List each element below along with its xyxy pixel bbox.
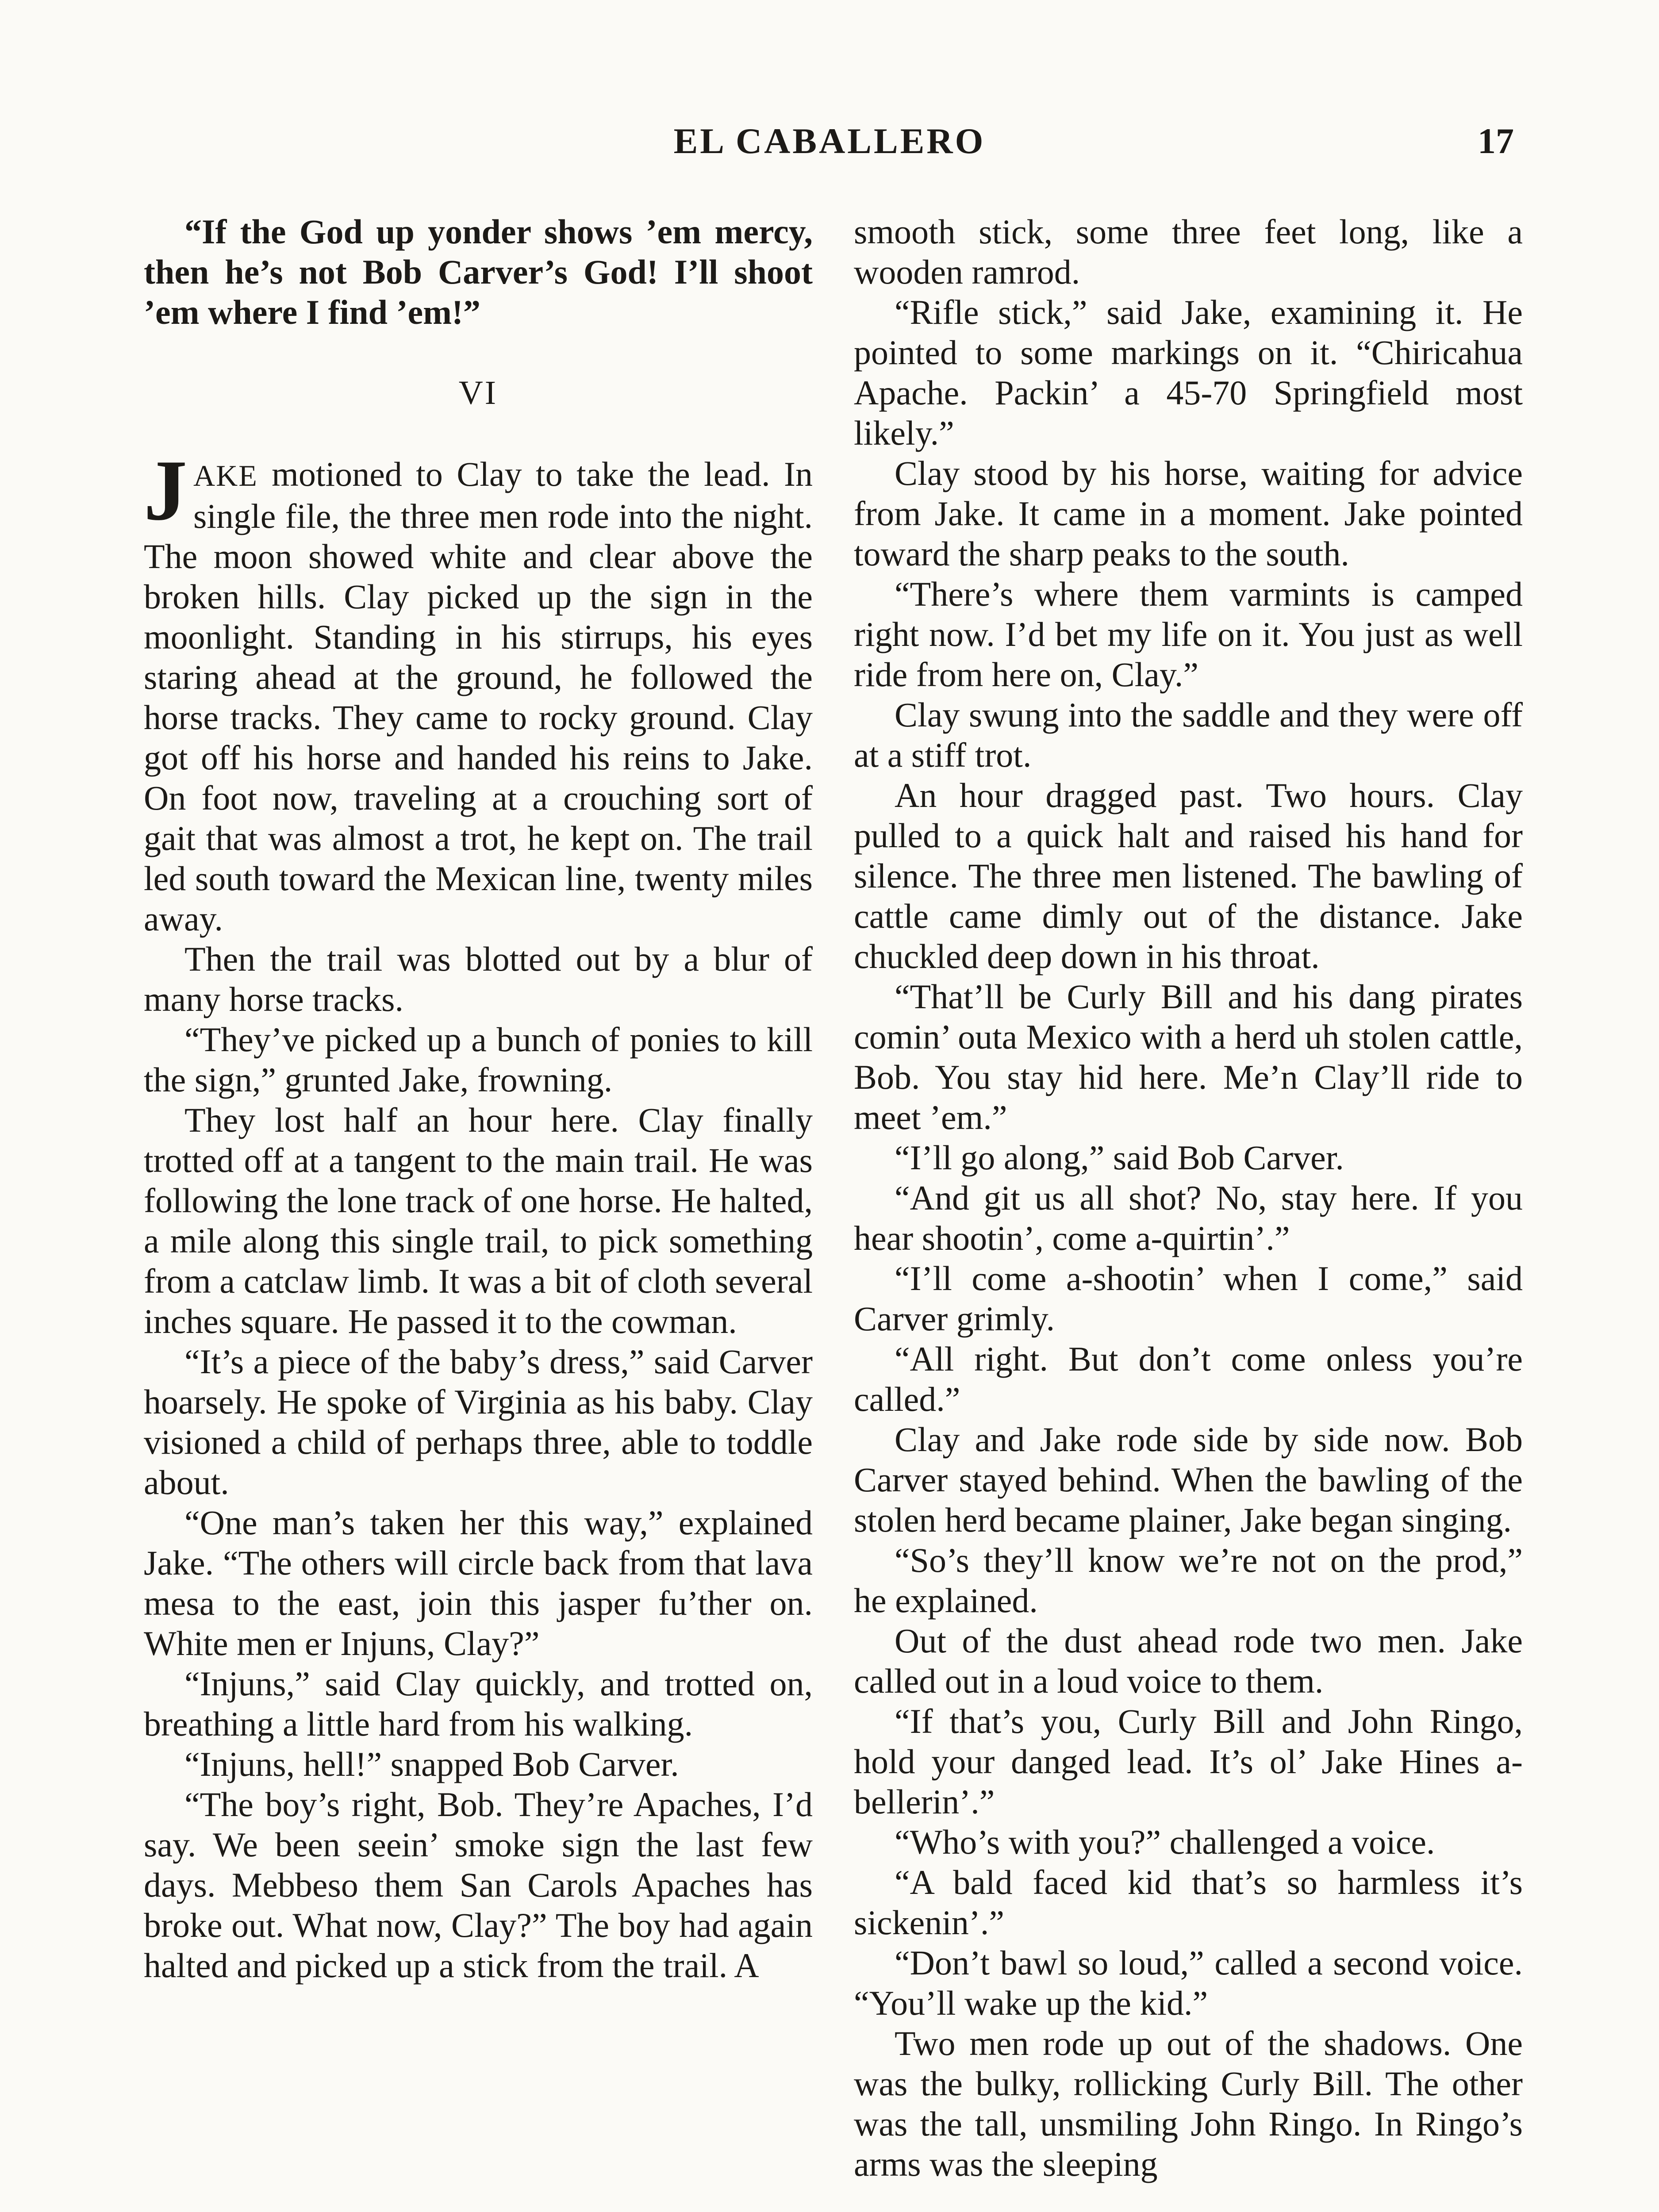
paragraph: “If that’s you, Curly Bill and John Ringo, hold your danged lead. It’s ol’ Jake Hines a-bellerin’.” — [854, 1702, 1523, 1821]
paragraph: “And git us all shot? No, stay here. If you hear shootin’, come a-quirtin’.” — [854, 1179, 1523, 1257]
paragraph: “I’ll come a-shootin’ when I come,” said Carver grimly. — [854, 1259, 1523, 1338]
paragraph: “The boy’s right, Bob. They’re Apaches, I’d say. We been seein’ smoke sign the last few days. Mebbeso them San Carols Apaches has broke out. What now, Clay?” The boy had again halted and picked up a stick from the trail. A — [144, 1785, 813, 1985]
paragraph: Two men rode up out of the shadows. One was the bulky, rollicking Curly Bill. The other was the tall, unsmiling John Ringo. In Ringo’s arms was the sleeping — [854, 2024, 1523, 2183]
dropcap-letter: J — [144, 442, 187, 538]
paragraph: An hour dragged past. Two hours. Clay pulled to a quick halt and raised his hand for silence. The three men listened. The bawling of cattle came dimly out of the distance. Jake chuckled deep down in his throat. — [854, 776, 1523, 975]
paragraph: “They’ve picked up a bunch of ponies to kill the sign,” grunted Jake, frowning. — [144, 1020, 813, 1099]
section-heading: VI — [458, 374, 498, 411]
paragraph: Clay and Jake rode side by side now. Bob Carver stayed behind. When the bawling of the stolen herd became plainer, Jake began singing. — [854, 1420, 1523, 1539]
continued-paragraph: smooth stick, some three feet long, like a wooden ramrod. — [854, 212, 1523, 291]
paragraph: “Rifle stick,” said Jake, examining it. He pointed to some markings on it. “Chiricahua Apache. Packin’ a 45-70 Springfield most likely.” — [854, 293, 1523, 452]
paragraph: “A bald faced kid that’s so harmless it’s sickenin’.” — [854, 1863, 1523, 1942]
chapter-first-paragraph — [144, 442, 813, 939]
paragraph: “So’s they’ll know we’re not on the prod,” he explained. — [854, 1541, 1523, 1620]
paragraph: “I’ll go along,” said Bob Carver. — [895, 1138, 1344, 1177]
paragraph: “That’ll be Curly Bill and his dang pirates comin’ outa Mexico with a herd uh stolen cattle, Bob. You stay hid here. Me’n Clay’ll ride to meet ’em.” — [854, 977, 1523, 1137]
paragraph: “Injuns,” said Clay quickly, and trotted on, breathing a little hard from his walking. — [144, 1664, 813, 1743]
paragraph: “One man’s taken her this way,” explained Jake. “The others will circle back from that lava mesa to the east, join this jasper fu’ther on. White men er Injuns, Clay?” — [144, 1503, 813, 1663]
paragraph: “It’s a piece of the baby’s dress,” said Carver hoarsely. He spoke of Virginia as his baby. Clay visioned a child of perhaps three, able to toddle about. — [144, 1342, 813, 1502]
paragraph: “Injuns, hell!” snapped Bob Carver. — [184, 1745, 679, 1783]
running-header-title: EL CABALLERO — [673, 121, 986, 161]
paragraph: Clay swung into the saddle and they were off at a stiff trot. — [854, 695, 1523, 774]
paragraph: “All right. But don’t come onless you’re called.” — [854, 1340, 1523, 1418]
dropcap-rest: AKE — [193, 459, 258, 492]
left-column — [144, 211, 813, 1985]
paragraph: They lost half an hour here. Clay finally trotted off at a tangent to the main trail. He was following the lone track of one horse. He halted, a mile along this single trail, to pick something from a catclaw limb. It was a bit of cloth several inches square. He passed it to the cowman. — [144, 1101, 813, 1340]
paragraph: “Who’s with you?” challenged a voice. — [895, 1823, 1435, 1861]
paragraph: Clay stood by his horse, waiting for advice from Jake. It came in a moment. Jake pointed toward the sharp peaks to the south. — [854, 454, 1523, 573]
paragraph: “There’s where them varmints is camped right now. I’d bet my life on it. You just as well ride from here on, Clay.” — [854, 575, 1523, 694]
first-paragraph-text: motioned to Clay to take the lead. In single file, the three men rode into the night. The moon showed white and clear above the broken hills. Clay picked up the sign in the moonlight. Standing in his stirrups, his eyes staring ahead at the ground, he followed the horse tracks. They came to rocky ground. Clay got off his horse and handed his reins to Jake. On foot now, traveling at a crouching sort of gait that was almost a trot, he kept on. The trail led south toward the Mexican line, twenty miles away. — [144, 455, 813, 938]
page-number: 17 — [1478, 121, 1514, 161]
right-column — [854, 211, 1523, 2184]
paragraph: Out of the dust ahead rode two men. Jake called out in a loud voice to them. — [854, 1621, 1523, 1700]
paragraph: Then the trail was blotted out by a blur of many horse tracks. — [144, 940, 813, 1018]
paragraph: “Don’t bawl so loud,” called a second voice. “You’ll wake up the kid.” — [854, 1943, 1523, 2022]
opening-paragraph: “If the God up yonder shows ’em mercy, then he’s not Bob Carver’s God! I’ll shoot ’em where I find ’em!” — [144, 212, 813, 331]
